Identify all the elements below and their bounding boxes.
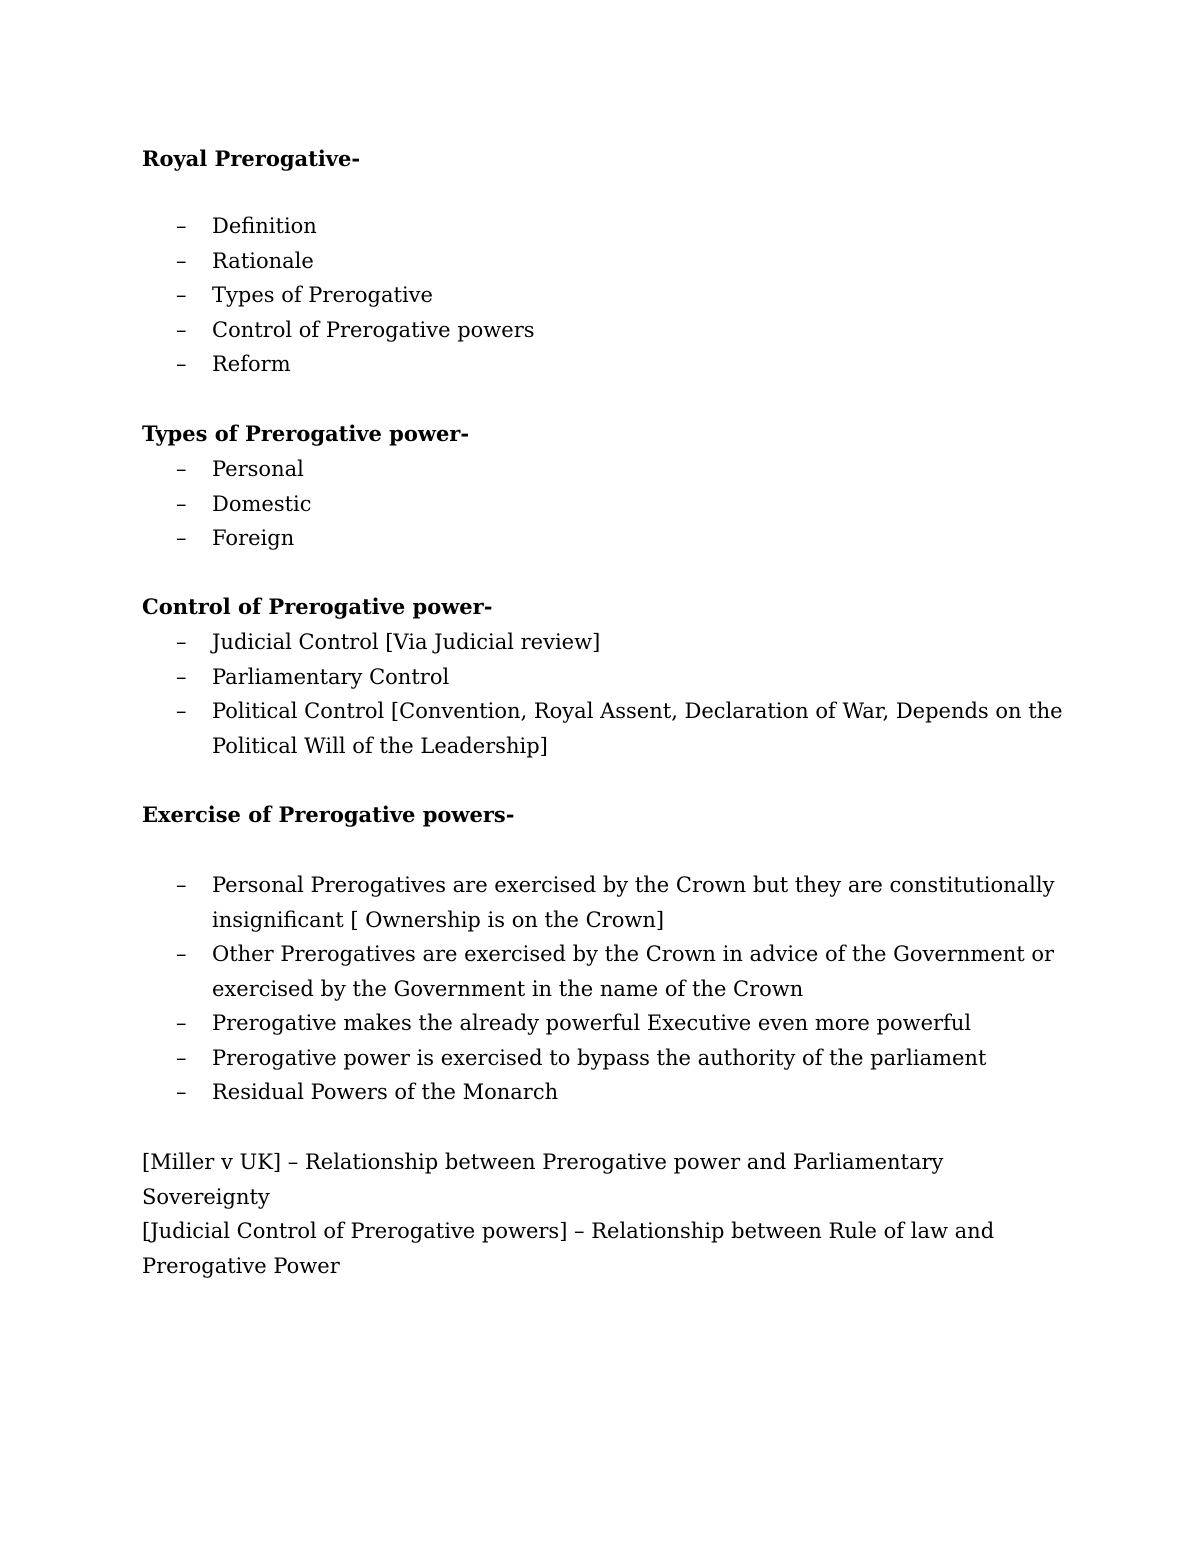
list-item: – Prerogative makes the already powerful Executive even more powerful — [142, 1006, 1082, 1041]
dash-bullet: – — [176, 630, 187, 654]
list-item: – Parliamentary Control — [142, 660, 1082, 695]
list-item: – Personal Prerogatives are exercised by the Crown but they are constitutionally insignificant [ Ownership is on the Crown] — [142, 868, 1082, 937]
note-judicial-control: [Judicial Control of Prerogative powers] – Relationship between Rule of law and Prerogative Power — [142, 1219, 995, 1278]
heading-control-of-prerogative-power: Control of Prerogative power- — [142, 594, 493, 619]
dash-bullet: – — [176, 699, 187, 723]
dash-bullet: – — [176, 457, 187, 481]
note-miller-v-uk: [Miller v UK] – Relationship between Prerogative power and Parliamentary Sovereignty — [142, 1150, 944, 1209]
dash-bullet: – — [176, 873, 187, 897]
dash-bullet: – — [176, 664, 187, 689]
exercise-list — [142, 868, 1082, 1110]
dash-bullet: – — [176, 1080, 187, 1104]
dash-bullet: – — [176, 214, 187, 238]
list-item: – Domestic — [142, 487, 1082, 522]
list-item: – Judicial Control [Via Judicial review] — [142, 625, 1082, 660]
list-item: – Political Control [Convention, Royal Assent, Declaration of War, Depends on the Political Will of the Leadership] — [142, 694, 1082, 763]
dash-bullet: – — [176, 352, 187, 376]
heading-exercise-of-prerogative-powers: Exercise of Prerogative powers- — [142, 802, 515, 827]
heading-royal-prerogative: Royal Prerogative- — [142, 146, 361, 171]
list-item: – Prerogative power is exercised to bypass the authority of the parliament — [142, 1041, 1082, 1076]
dash-bullet: – — [176, 491, 187, 516]
list-item: – Definition — [142, 209, 1082, 244]
dash-bullet: – — [176, 526, 187, 550]
list-item: – Control of Prerogative powers — [142, 313, 1082, 348]
list-item: – Personal — [142, 452, 1082, 487]
dash-bullet: – — [176, 942, 187, 966]
list-item: – Other Prerogatives are exercised by the Crown in advice of the Government or exercised by the Government in the name of the Crown — [142, 937, 1082, 1006]
dash-bullet: – — [176, 1045, 187, 1070]
list-item: – Reform — [142, 347, 1082, 382]
control-list — [142, 625, 1082, 763]
list-item: – Foreign — [142, 521, 1082, 556]
types-list — [142, 452, 1082, 556]
list-item: – Rationale — [142, 244, 1082, 279]
dash-bullet: – — [176, 1011, 187, 1035]
heading-types-of-prerogative-power: Types of Prerogative power- — [142, 421, 470, 446]
list-item: – Residual Powers of the Monarch — [142, 1075, 1082, 1110]
royal-prerogative-list — [142, 209, 1082, 382]
dash-bullet: – — [176, 317, 187, 342]
dash-bullet: – — [176, 283, 187, 307]
list-item: – Types of Prerogative — [142, 278, 1082, 313]
dash-bullet: – — [176, 248, 187, 273]
